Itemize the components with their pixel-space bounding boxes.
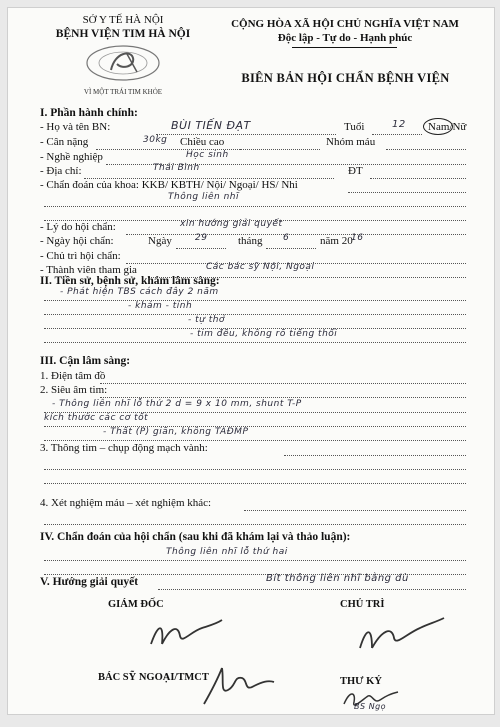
- consult-reason-label: - Lý do hội chẩn:: [40, 221, 116, 233]
- address-label: - Địa chỉ:: [40, 165, 82, 177]
- weight-label: - Cân nặng: [40, 136, 89, 148]
- day-line: [176, 248, 226, 249]
- national-motto: Độc lập - Tự do - Hạnh phúc: [277, 32, 413, 44]
- height-label: Chiều cao: [180, 136, 225, 148]
- director-signature: [146, 614, 226, 654]
- history-line-2: [44, 314, 466, 315]
- echo-label: 2. Siêu âm tim:: [40, 384, 108, 396]
- age-line: [372, 134, 422, 135]
- section-4-heading: IV. Chẩn đoán của hội chẩn (sau khi đã khám lại và thảo luận):: [40, 531, 351, 543]
- department-diagnosis-label: - Chẩn đoán của khoa: KKB/ KBTH/ Nội/ Ngoại/ HS/ Nhi: [40, 179, 298, 191]
- department-diagnosis-value: Thông liên nhĩ: [168, 192, 239, 202]
- ecg-label: 1. Điện tâm đồ: [40, 370, 106, 382]
- ministry-name: SỞ Y TẾ HÀ NỘI: [82, 14, 164, 26]
- history-note-4: - tim đều, không rõ tiếng thổi: [190, 329, 338, 339]
- direction-value: Bít thông liên nhĩ bằng dù: [266, 573, 409, 584]
- echo-line: [100, 397, 466, 398]
- chair-signature: [356, 614, 446, 654]
- participants-label: - Thành viên tham gia: [40, 264, 137, 276]
- consult-reason-value: xin hướng giải quyết: [180, 219, 283, 229]
- hospital-name: BỆNH VIỆN TIM HÀ NỘI: [55, 28, 191, 40]
- month-line: [266, 248, 316, 249]
- consult-diagnosis-value: Thông liên nhĩ lỗ thứ hai: [166, 547, 288, 557]
- angiography-line-2: [44, 469, 466, 470]
- lab-tests-line: [244, 510, 466, 511]
- history-note-1: - Phát hiện TBS cách đây 2 năm: [60, 287, 219, 297]
- hospital-logo: [83, 44, 163, 86]
- echo-note-3: - Thất (P) giãn, không TAĐMP: [103, 427, 249, 437]
- month-value: 6: [283, 233, 290, 243]
- patient-name-value: BÙI TIẾN ĐẠT: [171, 119, 251, 132]
- month-label: tháng: [238, 235, 263, 247]
- phone-line: [370, 178, 466, 179]
- patient-name-line: [156, 134, 336, 135]
- history-line-4: [44, 342, 466, 343]
- occupation-label: - Nghề nghiệp: [40, 151, 103, 163]
- country-name: CỘNG HÒA XÃ HỘI CHỦ NGHĨA VIỆT NAM: [231, 18, 459, 30]
- document-page: [7, 7, 495, 715]
- echo-line-4: [44, 440, 466, 441]
- blood-type-label: Nhóm máu: [326, 136, 376, 148]
- year-label: năm 20: [320, 235, 353, 247]
- phone-label: ĐT: [348, 165, 363, 177]
- section-1-heading: I. Phần hành chính:: [40, 107, 138, 119]
- consult-date-label: - Ngày hội chẩn:: [40, 235, 114, 247]
- angiography-line: [284, 455, 466, 456]
- department-diagnosis-line-2: [44, 206, 466, 207]
- day-label: Ngày: [148, 235, 172, 247]
- history-note-3: - tự thở: [188, 315, 225, 325]
- blood-type-line: [386, 149, 466, 150]
- director-title: GIÁM ĐỐC: [108, 599, 164, 610]
- surgeon-signature: [198, 660, 278, 710]
- secretary-title: THƯ KÝ: [340, 676, 382, 687]
- history-line-1: [44, 300, 466, 301]
- angiography-label: 3. Thông tim – chụp động mạch vành:: [40, 442, 208, 454]
- direction-line: [158, 589, 466, 590]
- lab-tests-line-2: [44, 524, 466, 525]
- echo-note-2: kích thước các cơ tốt: [44, 413, 149, 423]
- echo-note-1: - Thông liên nhĩ lỗ thứ 2 d = 9 x 10 mm, shunt T-P: [52, 399, 302, 409]
- section-2-heading: II. Tiền sử, bệnh sử, khám lâm sàng:: [40, 275, 220, 287]
- day-value: 29: [195, 233, 208, 243]
- motto-underline: [292, 47, 397, 48]
- lab-tests-label: 4. Xét nghiệm máu – xét nghiệm khác:: [40, 497, 212, 509]
- consult-diagnosis-line: [44, 560, 466, 561]
- department-diagnosis-line: [348, 192, 466, 193]
- year-value: 16: [351, 233, 364, 243]
- age-label: Tuổi: [344, 121, 365, 133]
- chair-title: CHỦ TRÌ: [340, 599, 385, 610]
- patient-name-label: - Họ và tên BN:: [40, 121, 111, 133]
- hospital-motto: VÌ MỘT TRÁI TIM KHỎE: [83, 88, 163, 96]
- section-5-heading: V. Hướng giải quyết: [40, 576, 139, 588]
- secretary-name: BS Ngọ: [354, 702, 387, 711]
- weight-value: 30kg: [143, 135, 168, 145]
- consult-reason-line: [126, 234, 466, 235]
- chairperson-label: - Chủ trì hội chẩn:: [40, 250, 121, 262]
- address-value: Thái Bình: [153, 163, 200, 173]
- gender-circle-mark: [423, 118, 453, 135]
- angiography-line-3: [44, 483, 466, 484]
- history-note-2: - khám - tỉnh: [128, 301, 193, 311]
- gender-label: Nam/Nữ: [428, 121, 467, 133]
- surgeon-title: BÁC SỸ NGOẠI/TMCT: [98, 672, 209, 683]
- document-title: BIÊN BẢN HỘI CHẨN BỆNH VIỆN: [241, 71, 450, 85]
- section-3-heading: III. Cận lâm sàng:: [40, 355, 131, 367]
- occupation-value: Học sinh: [186, 150, 229, 160]
- participants-value: Các bác sỹ Nội, Ngoại: [206, 262, 315, 272]
- age-value: 12: [392, 119, 406, 130]
- ecg-line: [100, 383, 466, 384]
- height-line: [240, 149, 320, 150]
